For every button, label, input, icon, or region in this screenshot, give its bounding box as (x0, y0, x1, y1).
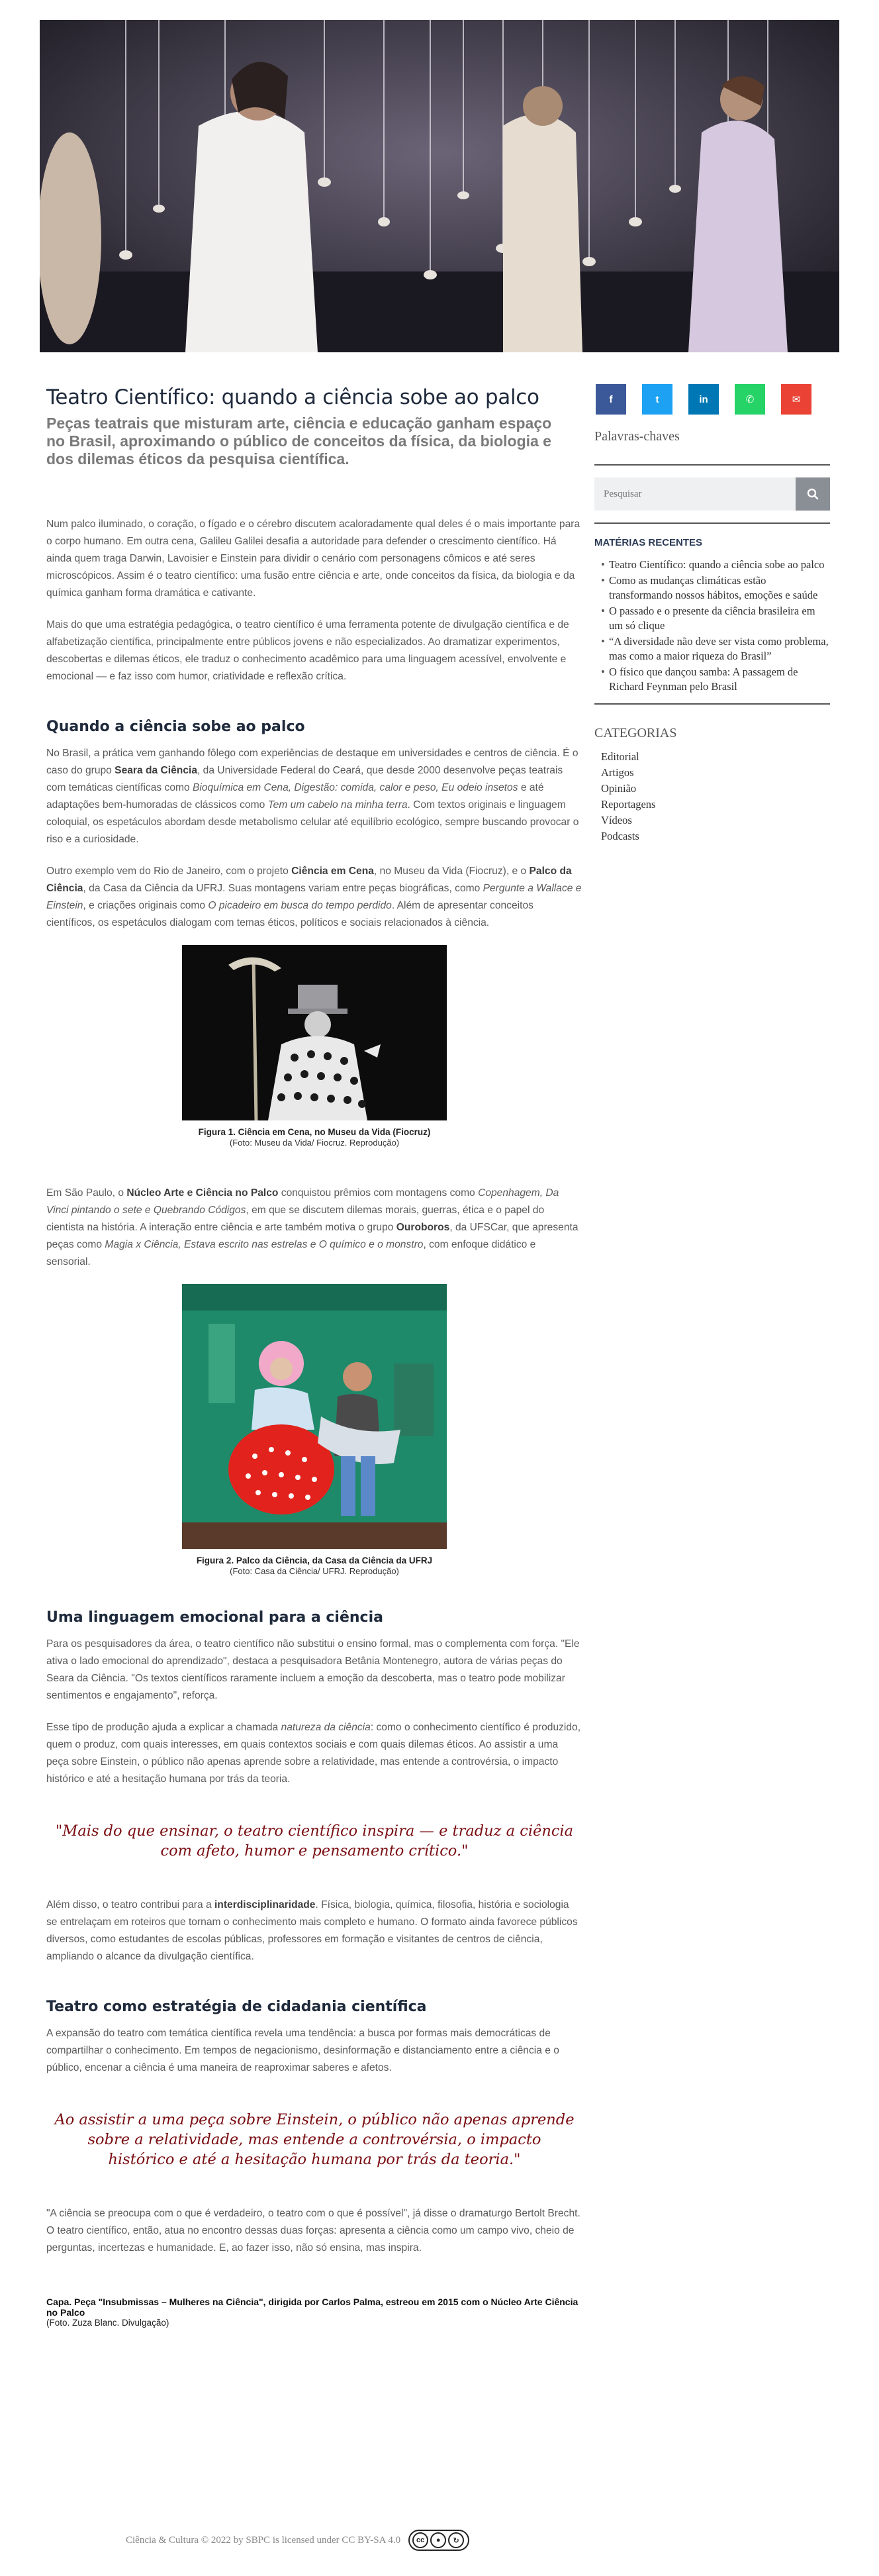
article-paragraph-3: No Brasil, a prática vem ganhando fôlego com experiências de destaque em universidades e centros de ciência. É o caso do grupo Seara da Ciência, da Universidade Federal do Ceará, que desde 2000 desenvolve peças teatrais com temáticas científicas como Bioquímica em Cena, Digestão: comida, calor e peso, Eu odeio insetos e até adaptações bem-humoradas de clássicos como Tem um cabelo na minha terra. Com textos originais e linguagem coloquial, os espetáculos abordam desde metabolismo celular até equilíbrio ecológico, sempre buscando provocar o riso e a curiosidade. (46, 748, 579, 845)
section-heading-2: Uma linguagem emocional para a ciência (46, 1609, 383, 1626)
facebook-icon: f (609, 393, 613, 405)
article-title: Teatro Científico: quando a ciência sobe ao palco (46, 385, 539, 409)
share-buttons (594, 384, 830, 415)
figure-2 (182, 1284, 447, 1576)
hero-image (40, 20, 839, 352)
article-paragraph-8: Além disso, o teatro contribui para a interdisciplinaridade. Física, biologia, química, filosofia, história e sociologia se entrelaçam em roteiros que tornam o conhecimento mais completo e humano. O formato ainda favorece públicos diversos, como estudantes de escolas públicas, professores em formação e visitantes de centros de ciência, ampliando o alcance da divulgação científica. (46, 1899, 578, 1962)
whatsapp-icon: ✆ (745, 394, 755, 405)
email-share-button[interactable] (781, 384, 811, 415)
article-paragraph-4: Outro exemplo vem do Rio de Janeiro, com o projeto Ciência em Cena, no Museu da Vida (Fiocruz), e o Palco da Ciência, da Casa da Ciência da UFRJ. Suas montagens variam entre peças biográficas, como Pergunte a Wallace e Einstein, e criações originais como O picadeiro em busca do tempo perdido. Além de apresentar conceitos científicos, os espetáculos dialogam com temas éticos, políticos e sociais relacionados à ciência. (46, 866, 582, 928)
article-paragraph-2: Mais do que uma estratégia pedagógica, o teatro científico é uma ferramenta potente de divulgação científica e de alfabetização científica, principalmente entre públicos jovens e não especializados. Ao dramatizar experimentos, descobertas e dilemas éticos, ele traduz o conhecimento acadêmico para uma linguagem acessível, envolvente e emocional — e faz isso com humor, criatividade e reflexão crítica. (46, 619, 569, 682)
by-icon: ● (430, 2532, 446, 2548)
search-form (594, 477, 830, 524)
search-button[interactable] (796, 477, 830, 511)
categories-title: CATEGORIAS (594, 726, 677, 740)
category-link[interactable]: Editorial (601, 750, 639, 763)
keywords-label: Palavras-chaves (594, 429, 830, 466)
category-link[interactable]: Podcasts (601, 830, 639, 842)
linkedin-share-button[interactable] (688, 384, 719, 415)
recent-posts-title: MATÉRIAS RECENTES (594, 537, 703, 548)
footer-license-text[interactable]: Ciência & Cultura © 2022 by SBPC is licensed under CC BY-SA 4.0 (126, 2534, 401, 2546)
categories-list (594, 749, 830, 844)
figure-1-image (182, 945, 447, 1120)
email-icon: ✉ (792, 394, 801, 405)
cover-credit-photo: (Foto. Zuza Blanc. Divulgação) (46, 2318, 169, 2328)
figure-2-caption: Figura 2. Palco da Ciência, da Casa da Ciência da UFRJ (196, 1556, 433, 1565)
section-heading-1: Quando a ciência sobe ao palco (46, 718, 305, 735)
twitter-share-button[interactable] (642, 384, 672, 415)
recent-post-link[interactable]: • O físico que dançou samba: A passagem de Richard Feynman pelo Brasil (601, 665, 830, 694)
category-link[interactable]: Opinião (601, 782, 637, 795)
pull-quote-2: Ao assistir a uma peça sobre Einstein, o público não apenas aprende sobre a relatividade, mas entende a controvérsia, o impacto histórico e até a hesitação humana por trás da teoria." (54, 2111, 575, 2168)
whatsapp-share-button[interactable] (735, 384, 765, 415)
twitter-icon: t (655, 393, 659, 405)
article-paragraph-10: "A ciência se preocupa com o que é verdadeiro, o teatro com o que é possível", já disse o dramaturgo Bertolt Brecht. O teatro científico, então, atua no encontro dessas duas forças: apresenta a ciência como um campo vivo, cheio de perguntas, incertezas e humanidade. E, ao fazer isso, não só ensina, mas inspira. (46, 2208, 580, 2254)
figure-2-image (182, 1284, 447, 1549)
article (46, 384, 582, 2328)
linkedin-icon: in (699, 393, 708, 405)
sa-icon: ↻ (448, 2532, 464, 2548)
article-paragraph-6: Para os pesquisadores da área, o teatro científico não substitui o ensino formal, mas o complementa com força. "Ele ativa o lado emocional do aprendizado", destaca a pesquisadora Betânia Montenegro, autora de várias peças do Seara da Ciência. "Os textos científicos raramente incluem a emoção da descoberta, mas o teatro pode mobilizar sentimentos e engajamento", reforça. (46, 1638, 580, 1701)
category-link[interactable]: Reportagens (601, 798, 656, 811)
figure-2-credit: (Foto: Casa da Ciência/ UFRJ. Reprodução) (230, 1566, 399, 1576)
cover-credit-caption: Capa. Peça "Insubmissas – Mulheres na Ciência", dirigida por Carlos Palma, estreou em 2015 com o Núcleo Arte Ciência no Palco (46, 2297, 578, 2318)
article-paragraph-7: Esse tipo de produção ajuda a explicar a chamada natureza da ciência: como o conhecimento científico é produzido, quem o produz, com quais interesses, em quais contextos sociais e com quais dilemas éticos. Ao assistir a uma peça sobre Einstein, o público não apenas aprende sobre a relatividade, mas entende a controvérsia, o impacto histórico e até a hesitação humana por trás da teoria. (46, 1722, 581, 1785)
article-paragraph-1: Num palco iluminado, o coração, o fígado e o cérebro discutem acaloradamente qual deles é o mais importante para o corpo humano. Em outra cena, Galileu Galilei desafia a autoridade para defender o crescimento científico. Há ainda quem traga Darwin, Lavoisier e Einstein para dividir o cenário com personagens cômicos e até seres microscópicos. Assim é o teatro científico: uma fusão entre ciência e arte, onde conceitos da física, da biologia e da química ganham forma dramática e cativante. (46, 519, 580, 599)
facebook-share-button[interactable] (596, 384, 626, 415)
cc-license-badge[interactable] (408, 2530, 469, 2551)
figure-1 (182, 945, 447, 1148)
article-paragraph-5: Em São Paulo, o Núcleo Arte e Ciência no Palco conquistou prêmios com montagens como Copenhagem, Da Vinci pintando o sete e Quebrando Códigos, em que se discutem dilemas morais, guerras, ética e o papel do cientista na história. A interação entre ciência e arte também motiva o grupo Ouroboros, da UFSCar, que apresenta peças como Magia x Ciência, Estava escrito nas estrelas e O químico e o monstro, com enfoque didático e sensorial. (46, 1187, 578, 1267)
category-link[interactable]: Artigos (601, 766, 634, 779)
recent-post-link[interactable]: • “A diversidade não deve ser vista como problema, mas como a maior riqueza do Brasil” (601, 634, 830, 664)
divider (594, 703, 830, 705)
pull-quote-1: "Mais do que ensinar, o teatro científico inspira — e traduz a ciência com afeto, humor e pensamento crítico." (55, 1822, 574, 1859)
search-input[interactable] (594, 477, 796, 511)
sidebar (594, 384, 830, 844)
figure-1-caption: Figura 1. Ciência em Cena, no Museu da Vida (Fiocruz) (198, 1127, 431, 1137)
recent-post-link[interactable]: • O passado e o presente da ciência brasileira em um só clique (601, 604, 830, 633)
recent-post-link[interactable]: • Como as mudanças climáticas estão transformando nossos hábitos, emoções e saúde (601, 573, 830, 603)
recent-posts-list (594, 558, 830, 694)
category-link[interactable]: Vídeos (601, 814, 632, 826)
footer (126, 2530, 469, 2551)
article-paragraph-9: A expansão do teatro com temática científica revela uma tendência: a busca por formas mais democráticas de compartilhar o conhecimento. Em tempos de negacionismo, desinformação e distanciamento entre a ciência e o público, encenar a ciência é uma maneira de reaproximar saberes e afetos. (46, 2028, 559, 2073)
recent-post-link[interactable]: • Teatro Científico: quando a ciência sobe ao palco (601, 558, 830, 572)
figure-1-credit: (Foto: Museu da Vida/ Fiocruz. Reprodução) (229, 1138, 400, 1148)
section-heading-3: Teatro como estratégia de cidadania científica (46, 1999, 427, 2015)
search-icon (807, 488, 819, 500)
cc-icon: cc (412, 2532, 428, 2548)
article-subtitle: Peças teatrais que misturam arte, ciência e educação ganham espaço no Brasil, aproximando o público de conceitos da física, da biologia e dos dilemas éticos da pesquisa científica. (46, 415, 552, 468)
